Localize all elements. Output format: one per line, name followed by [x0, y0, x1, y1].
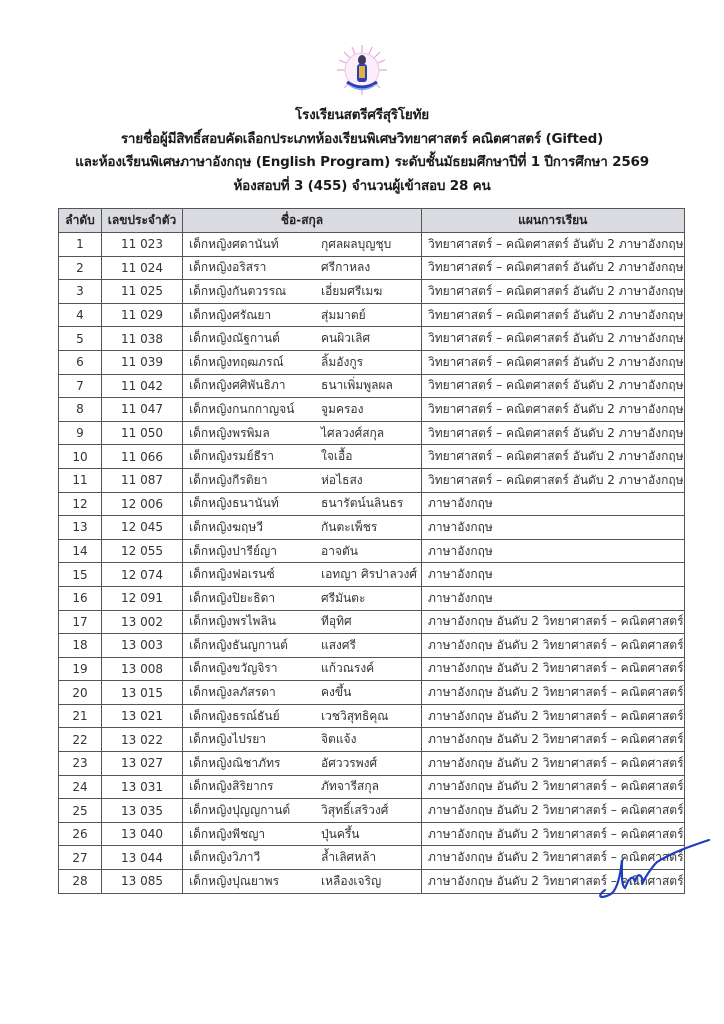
school-name: โรงเรียนสตรีศรีสุริโยทัย — [294, 107, 430, 123]
student-id: 11 066 — [102, 445, 183, 469]
row-number: 16 — [59, 586, 102, 610]
student-id: 11 042 — [102, 374, 183, 398]
row-number: 11 — [59, 468, 102, 492]
student-id: 11 047 — [102, 398, 183, 422]
student-name-cell — [183, 563, 422, 587]
table-row — [59, 233, 685, 257]
student-first-name: เด็กหญิงปารีย์ญา — [189, 543, 277, 558]
candidate-table — [58, 208, 685, 894]
table-row — [59, 870, 685, 894]
row-number: 23 — [59, 752, 102, 776]
student-first-name: เด็กหญิงฆฤษวี — [189, 519, 263, 534]
student-name-cell — [183, 327, 422, 351]
table-row — [59, 681, 685, 705]
student-name-cell — [183, 492, 422, 516]
student-first-name: เด็กหญิงปุณยาพร — [189, 873, 280, 888]
table-row — [59, 327, 685, 351]
study-plan: วิทยาศาสตร์ – คณิตศาสตร์ อันดับ 2 ภาษาอังกฤษ — [422, 445, 685, 469]
table-row — [59, 421, 685, 445]
student-first-name: เด็กหญิงรมย์ธีรา — [189, 449, 275, 464]
student-name-cell — [183, 657, 422, 681]
student-last-name: เอี่ยมศรีเมฆ — [321, 283, 383, 298]
row-number: 6 — [59, 350, 102, 374]
student-id: 13 044 — [102, 846, 183, 870]
table-row — [59, 516, 685, 540]
student-last-name: ห่อไธสง — [321, 472, 363, 487]
student-id: 13 021 — [102, 704, 183, 728]
student-name-cell — [183, 350, 422, 374]
student-id: 12 045 — [102, 516, 183, 540]
student-id: 12 091 — [102, 586, 183, 610]
table-row — [59, 704, 685, 728]
study-plan: ภาษาอังกฤษ — [422, 516, 685, 540]
student-name-cell — [183, 799, 422, 823]
row-number: 18 — [59, 634, 102, 658]
study-plan: ภาษาอังกฤษ — [422, 539, 685, 563]
student-id: 11 024 — [102, 256, 183, 280]
row-number: 3 — [59, 280, 102, 304]
column-header-no: ลำดับ — [59, 209, 102, 233]
student-first-name: เด็กหญิงณิชาภัทร — [189, 755, 281, 770]
student-name-cell — [183, 374, 422, 398]
student-last-name: ล้ำเลิศหล้า — [321, 850, 377, 865]
row-number: 21 — [59, 704, 102, 728]
study-plan: วิทยาศาสตร์ – คณิตศาสตร์ อันดับ 2 ภาษาอังกฤษ — [422, 303, 685, 327]
row-number: 19 — [59, 657, 102, 681]
study-plan: ภาษาอังกฤษ อันดับ 2 วิทยาศาสตร์ – คณิตศาสตร์ — [422, 728, 685, 752]
table-row — [59, 657, 685, 681]
student-name-cell — [183, 681, 422, 705]
student-name-cell — [183, 398, 422, 422]
school-emblem-icon — [336, 44, 388, 96]
row-number: 1 — [59, 233, 102, 257]
student-name-cell — [183, 846, 422, 870]
student-first-name: เด็กหญิงธันญกานต์ — [189, 637, 288, 652]
student-last-name: คนผิวเลิศ — [321, 331, 371, 346]
table-row — [59, 728, 685, 752]
row-number: 24 — [59, 775, 102, 799]
row-number: 26 — [59, 822, 102, 846]
student-last-name: ทีอุทิศ — [321, 614, 352, 629]
handwritten-signature-icon — [595, 838, 715, 900]
column-header-name: ชื่อ-สกุล — [183, 209, 422, 233]
student-last-name: แสงศรี — [321, 637, 356, 652]
student-id: 13 002 — [102, 610, 183, 634]
study-plan: ภาษาอังกฤษ อันดับ 2 วิทยาศาสตร์ – คณิตศาสตร์ — [422, 775, 685, 799]
student-last-name: คงขึ้น — [321, 685, 352, 700]
student-last-name: เวชวิสุทธิคุณ — [321, 708, 389, 723]
student-name-cell — [183, 822, 422, 846]
student-name-cell — [183, 610, 422, 634]
table-row — [59, 822, 685, 846]
row-number: 13 — [59, 516, 102, 540]
study-plan: ภาษาอังกฤษ อันดับ 2 วิทยาศาสตร์ – คณิตศาสตร์ — [422, 822, 685, 846]
student-first-name: เด็กหญิงธนานันท์ — [189, 496, 279, 511]
student-id: 11 038 — [102, 327, 183, 351]
study-plan: วิทยาศาสตร์ – คณิตศาสตร์ อันดับ 2 ภาษาอังกฤษ — [422, 256, 685, 280]
study-plan: วิทยาศาสตร์ – คณิตศาสตร์ อันดับ 2 ภาษาอังกฤษ — [422, 468, 685, 492]
row-number: 7 — [59, 374, 102, 398]
student-name-cell — [183, 728, 422, 752]
student-id: 12 055 — [102, 539, 183, 563]
student-last-name: จิตแจ้ง — [321, 732, 357, 747]
table-row — [59, 586, 685, 610]
student-first-name: เด็กหญิงศศิพันธิภา — [189, 378, 286, 393]
student-last-name: ปุ่นครึ้น — [321, 826, 360, 841]
study-plan: วิทยาศาสตร์ – คณิตศาสตร์ อันดับ 2 ภาษาอังกฤษ — [422, 327, 685, 351]
row-number: 15 — [59, 563, 102, 587]
table-row — [59, 374, 685, 398]
student-first-name: เด็กหญิงกนกกาญจน์ — [189, 401, 295, 416]
column-header-plan: แผนการเรียน — [422, 209, 685, 233]
table-row — [59, 256, 685, 280]
table-row — [59, 492, 685, 516]
student-id: 13 008 — [102, 657, 183, 681]
study-plan: วิทยาศาสตร์ – คณิตศาสตร์ อันดับ 2 ภาษาอังกฤษ — [422, 233, 685, 257]
student-last-name: ธนาเพิ่มพูลผล — [321, 378, 393, 393]
student-first-name: เด็กหญิงศรัณยา — [189, 307, 272, 322]
student-first-name: เด็กหญิงลภัสรดา — [189, 685, 276, 700]
student-id: 13 003 — [102, 634, 183, 658]
exam-room-info: ห้องสอบที่ 3 (455) จำนวนผู้เข้าสอบ 28 คน — [233, 177, 491, 194]
study-plan: วิทยาศาสตร์ – คณิตศาสตร์ อันดับ 2 ภาษาอังกฤษ — [422, 421, 685, 445]
student-last-name: ศรีมันตะ — [321, 590, 366, 605]
document-header — [0, 104, 724, 198]
student-first-name: เด็กหญิงศดานันท์ — [189, 236, 279, 251]
student-first-name: เด็กหญิงพีชญา — [189, 826, 266, 841]
student-last-name: กันตะเพ็ชร — [321, 519, 378, 534]
student-first-name: เด็กหญิงปุญญกานต์ — [189, 803, 291, 818]
row-number: 20 — [59, 681, 102, 705]
table-row — [59, 752, 685, 776]
student-last-name: ภัทจารีสกุล — [321, 779, 379, 794]
student-last-name: ลิ้มอังกูร — [321, 354, 364, 369]
row-number: 12 — [59, 492, 102, 516]
student-name-cell — [183, 870, 422, 894]
row-number: 8 — [59, 398, 102, 422]
student-last-name: ไศลวงศ์สกุล — [321, 425, 385, 440]
table-row — [59, 398, 685, 422]
student-id: 12 006 — [102, 492, 183, 516]
row-number: 10 — [59, 445, 102, 469]
student-last-name: อัศววรพงศ์ — [321, 755, 378, 770]
student-first-name: เด็กหญิงกีรติยา — [189, 472, 268, 487]
student-first-name: เด็กหญิงพรพิมล — [189, 425, 270, 440]
table-row — [59, 563, 685, 587]
row-number: 17 — [59, 610, 102, 634]
document-title: รายชื่อผู้มีสิทธิ์สอบคัดเลือกประเภทห้องเรียนพิเศษวิทยาศาสตร์ คณิตศาสตร์ (Gifted) — [120, 130, 604, 147]
table-row — [59, 468, 685, 492]
study-plan: ภาษาอังกฤษ อันดับ 2 วิทยาศาสตร์ – คณิตศาสตร์ — [422, 681, 685, 705]
table-row — [59, 799, 685, 823]
student-name-cell — [183, 775, 422, 799]
student-first-name: เด็กหญิงพรไพลิน — [189, 614, 277, 629]
row-number: 14 — [59, 539, 102, 563]
student-first-name: เด็กหญิงวิภาวี — [189, 850, 261, 865]
table-row — [59, 775, 685, 799]
student-id: 11 029 — [102, 303, 183, 327]
study-plan: ภาษาอังกฤษ — [422, 563, 685, 587]
student-id: 11 039 — [102, 350, 183, 374]
student-name-cell — [183, 516, 422, 540]
student-name-cell — [183, 233, 422, 257]
row-number: 2 — [59, 256, 102, 280]
student-id: 13 015 — [102, 681, 183, 705]
student-last-name: แก้วณรงค์ — [321, 661, 375, 676]
student-first-name: เด็กหญิงธรณ์ธันย์ — [189, 708, 280, 723]
student-name-cell — [183, 256, 422, 280]
row-number: 4 — [59, 303, 102, 327]
student-last-name: วิสุทธิ์เสริวงศ์ — [321, 803, 389, 818]
student-name-cell — [183, 303, 422, 327]
study-plan: วิทยาศาสตร์ – คณิตศาสตร์ อันดับ 2 ภาษาอังกฤษ — [422, 398, 685, 422]
student-id: 11 025 — [102, 280, 183, 304]
student-first-name: เด็กหญิงทฤฒภรณ์ — [189, 354, 284, 369]
student-first-name: เด็กหญิงสิริยากร — [189, 779, 274, 794]
study-plan: ภาษาอังกฤษ อันดับ 2 วิทยาศาสตร์ – คณิตศาสตร์ — [422, 704, 685, 728]
column-header-id: เลขประจำตัว — [102, 209, 183, 233]
row-number: 5 — [59, 327, 102, 351]
table-header-row — [59, 209, 685, 233]
study-plan: ภาษาอังกฤษ อันดับ 2 วิทยาศาสตร์ – คณิตศาสตร์ — [422, 610, 685, 634]
student-id: 13 040 — [102, 822, 183, 846]
table-row — [59, 846, 685, 870]
student-first-name: เด็กหญิงฟอเรนซ์ — [189, 567, 275, 582]
table-row — [59, 280, 685, 304]
student-first-name: เด็กหญิงอริสรา — [189, 260, 267, 275]
student-id: 13 035 — [102, 799, 183, 823]
student-last-name: เหลืองเจริญ — [321, 873, 382, 888]
student-first-name: เด็กหญิงขวัญจิรา — [189, 661, 278, 676]
table-row — [59, 303, 685, 327]
study-plan: วิทยาศาสตร์ – คณิตศาสตร์ อันดับ 2 ภาษาอังกฤษ — [422, 350, 685, 374]
study-plan: ภาษาอังกฤษ อันดับ 2 วิทยาศาสตร์ – คณิตศาสตร์ — [422, 634, 685, 658]
row-number: 25 — [59, 799, 102, 823]
student-last-name: ธนารัตน์นลินธร — [321, 496, 404, 511]
student-first-name: เด็กหญิงไปรยา — [189, 732, 267, 747]
student-name-cell — [183, 445, 422, 469]
student-name-cell — [183, 752, 422, 776]
student-id: 11 023 — [102, 233, 183, 257]
student-last-name: สุ่มมาตย์ — [321, 307, 366, 322]
student-first-name: เด็กหญิงณัฐกานต์ — [189, 331, 280, 346]
student-last-name: ศรีกาหลง — [321, 260, 371, 275]
study-plan: ภาษาอังกฤษ อันดับ 2 วิทยาศาสตร์ – คณิตศาสตร์ — [422, 870, 685, 894]
student-name-cell — [183, 468, 422, 492]
study-plan: ภาษาอังกฤษ อันดับ 2 วิทยาศาสตร์ – คณิตศาสตร์ — [422, 657, 685, 681]
study-plan: ภาษาอังกฤษ อันดับ 2 วิทยาศาสตร์ – คณิตศาสตร์ — [422, 752, 685, 776]
student-id: 11 087 — [102, 468, 183, 492]
student-name-cell — [183, 634, 422, 658]
student-name-cell — [183, 421, 422, 445]
row-number: 28 — [59, 870, 102, 894]
student-first-name: เด็กหญิงกันตวรรณ — [189, 283, 287, 298]
student-last-name: จูมครอง — [321, 401, 364, 416]
table-row — [59, 610, 685, 634]
table-row — [59, 634, 685, 658]
row-number: 9 — [59, 421, 102, 445]
document-subtitle: และห้องเรียนพิเศษภาษาอังกฤษ (English Program) ระดับชั้นมัธยมศึกษาปีที่ 1 ปีการศึกษา 2569 — [75, 154, 649, 170]
table-row — [59, 539, 685, 563]
study-plan: วิทยาศาสตร์ – คณิตศาสตร์ อันดับ 2 ภาษาอังกฤษ — [422, 280, 685, 304]
student-name-cell — [183, 586, 422, 610]
student-id: 11 050 — [102, 421, 183, 445]
study-plan: ภาษาอังกฤษ — [422, 586, 685, 610]
student-id: 13 031 — [102, 775, 183, 799]
student-id: 13 022 — [102, 728, 183, 752]
student-last-name: กุศลผลบุญชุบ — [321, 236, 392, 251]
table-row — [59, 350, 685, 374]
student-id: 12 074 — [102, 563, 183, 587]
study-plan: วิทยาศาสตร์ – คณิตศาสตร์ อันดับ 2 ภาษาอังกฤษ — [422, 374, 685, 398]
study-plan: ภาษาอังกฤษ อันดับ 2 วิทยาศาสตร์ – คณิตศาสตร์ — [422, 846, 685, 870]
student-name-cell — [183, 280, 422, 304]
student-last-name: เอทญา ศิรปาลวงศ์ — [321, 567, 417, 582]
table-row — [59, 445, 685, 469]
student-last-name: ใจเอื้อ — [321, 449, 353, 464]
student-name-cell — [183, 539, 422, 563]
student-last-name: อาจตัน — [321, 543, 358, 558]
row-number: 27 — [59, 846, 102, 870]
study-plan: ภาษาอังกฤษ อันดับ 2 วิทยาศาสตร์ – คณิตศาสตร์ — [422, 799, 685, 823]
student-id: 13 085 — [102, 870, 183, 894]
row-number: 22 — [59, 728, 102, 752]
student-id: 13 027 — [102, 752, 183, 776]
student-first-name: เด็กหญิงปิยะธิดา — [189, 590, 276, 605]
student-name-cell — [183, 704, 422, 728]
study-plan: ภาษาอังกฤษ — [422, 492, 685, 516]
